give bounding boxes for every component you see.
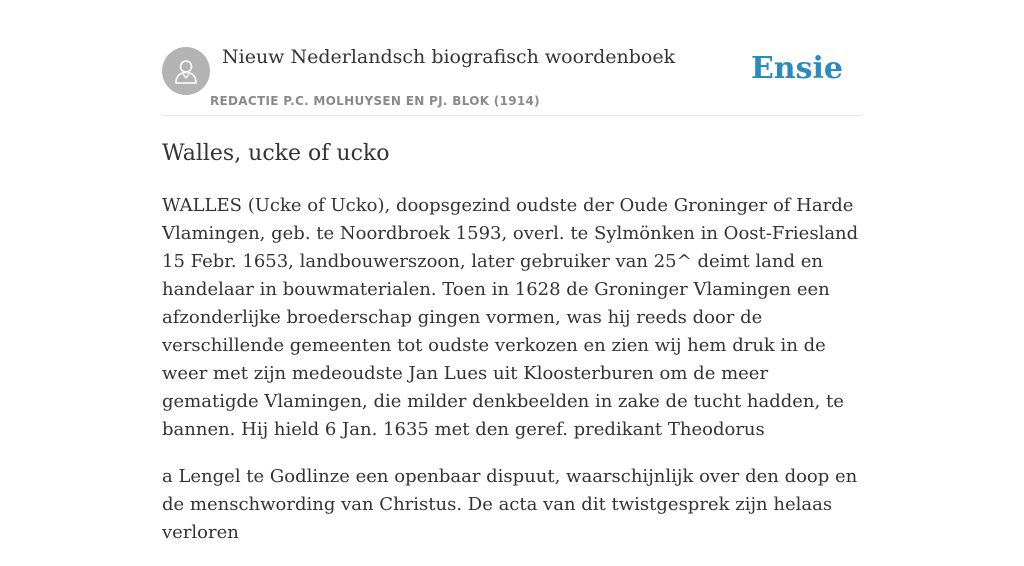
source-header (162, 0, 862, 116)
entry-paragraph: WALLES (Ucke of Ucko), doopsgezind oudste der Oude Groninger of Harde Vlamingen, geb. te Noordbroek 1593, overl. te Sylmönken in Oost-Friesland 15 Febr. 1653, landbouwerszoon, later gebruiker van 25^ deimt land en handelaar in bouwmaterialen. Toen in 1628 de Groninger Vlamingen een afzonderlijke broederschap gingen vormen, was hij reeds door de verschillende gemeenten tot oudste verkozen en zien wij hem druk in de weer met zijn medeoudste Jan Lues uit Kloosterburen om de meer gematigde Vlamingen, die milder denkbeelden in zake de tucht hadden, te bannen. Hij hield 6 Jan. 1635 met den geref. predikant Theodorus (162, 195, 859, 440)
book-title-link[interactable]: Nieuw Nederlandsch biografisch woordenboek (222, 46, 676, 68)
entry-paragraph: a Lengel te Godlinze een openbaar dispuut, waarschijnlijk over den doop en de menschwording van Christus. De acta van dit twistgesprek zijn helaas verloren (162, 466, 858, 543)
user-silhouette-icon (171, 56, 201, 86)
ensie-logo-link[interactable]: Ensie (750, 51, 843, 86)
page-container (162, 0, 862, 543)
book-editors: REDACTIE P.C. MOLHUYSEN EN PJ. BLOK (1914) (210, 94, 540, 108)
entry-title: Walles, ucke of ucko (162, 141, 390, 166)
entry-body (162, 192, 862, 566)
avatar[interactable] (162, 47, 210, 95)
